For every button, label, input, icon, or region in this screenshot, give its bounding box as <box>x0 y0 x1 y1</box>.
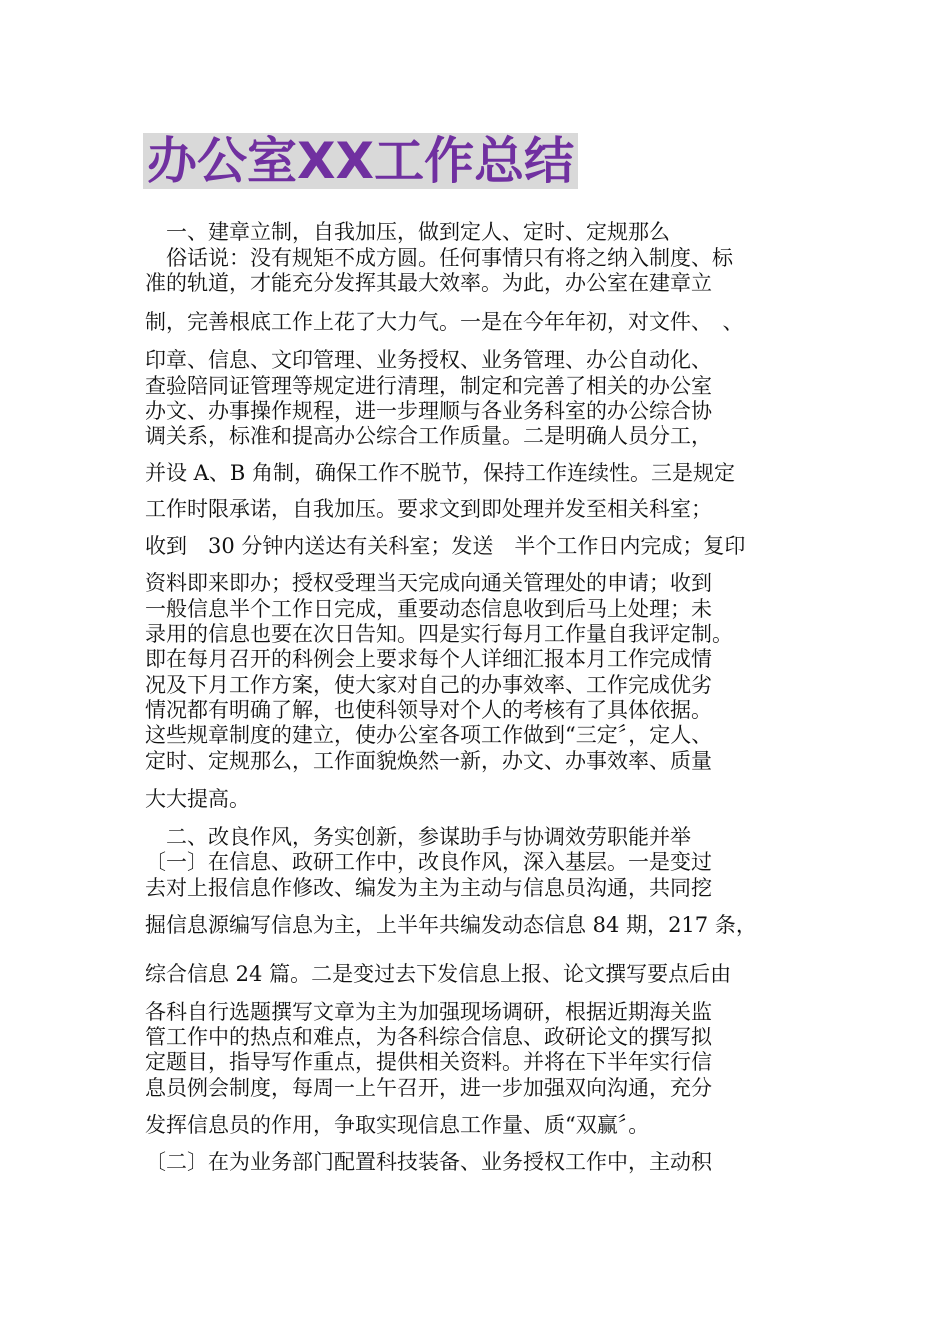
text-line: 即在每月召开的科例会上要求每个人详细汇报本月工作完成情 <box>145 647 712 671</box>
text-line: 俗话说：没有规矩不成方圆。任何事情只有将之纳入制度、标 <box>145 246 733 270</box>
text-line: 准的轨道，才能充分发挥其最大效率。为此，办公室在建章立 <box>145 271 712 295</box>
text-line: 调关系，标准和提高办公综合工作质量。二是明确人员分工， <box>145 424 712 448</box>
text-line: 去对上报信息作修改、编发为主为主动与信息员沟通，共同挖 <box>145 876 712 900</box>
text-line: 各科自行选题撰写文章为主为加强现场调研，根据近期海关监 <box>145 1000 712 1024</box>
text-line: 一般信息半个工作日完成，重要动态信息收到后马上处理；未 <box>145 597 712 621</box>
text-line: 资料即来即办；授权受理当天完成向通关管理处的申请；收到 <box>145 571 712 595</box>
text-line: 息员例会制度，每周一上午召开，进一步加强双向沟通，充分 <box>145 1076 712 1100</box>
text-line: 〔二〕在为业务部门配置科技装备、业务授权工作中，主动积 <box>145 1150 712 1174</box>
text-line: 二、改良作风，务实创新，参谋助手与协调效劳职能并举 <box>145 825 691 849</box>
text-line: 况及下月工作方案，使大家对自己的办事效率、工作完成优劣 <box>145 673 712 697</box>
text-line: 录用的信息也要在次日告知。四是实行每月工作量自我评定制。 <box>145 622 733 646</box>
text-line: 发挥信息员的作用，争取实现信息工作量、质“双赢〞。 <box>145 1113 650 1137</box>
text-line: 这些规章制度的建立，使办公室各项工作做到“三定〞，定人、 <box>145 723 713 747</box>
text-line: 掘信息源编写信息为主，上半年共编发动态信息 84 期，217 条， <box>145 913 757 937</box>
text-line: 〔一〕在信息、政研工作中，改良作风，深入基层。一是变过 <box>145 850 712 874</box>
text-line: 印章、信息、文印管理、业务授权、业务管理、办公自动化、 <box>145 348 712 372</box>
document-title: 办公室XX工作总结 <box>143 133 578 189</box>
text-line: 定题目，指导写作重点，提供相关资料。并将在下半年实行信 <box>145 1050 712 1074</box>
text-line: 并设 A、B 角制，确保工作不脱节，保持工作连续性。三是规定 <box>145 461 735 485</box>
text-line: 定时、定规那么，工作面貌焕然一新，办文、办事效率、质量 <box>145 749 712 773</box>
text-line: 一、建章立制，自我加压，做到定人、定时、定规那么 <box>145 220 670 244</box>
text-line: 综合信息 24 篇。二是变过去下发信息上报、论文撰写要点后由 <box>145 962 732 986</box>
text-line: 办文、办事操作规程，进一步理顺与各业务科室的办公综合协 <box>145 399 712 423</box>
text-line: 工作时限承诺，自我加压。要求文到即处理并发至相关科室； <box>145 497 712 521</box>
text-line: 制，完善根底工作上花了大力气。一是在今年年初，对文件、 、 <box>145 310 744 334</box>
text-line: 大大提高。 <box>145 787 250 811</box>
text-line: 情况都有明确了解，也使科领导对个人的考核有了具体依据。 <box>145 698 712 722</box>
text-line: 管工作中的热点和难点，为各科综合信息、政研论文的撰写拟 <box>145 1025 712 1049</box>
text-line: 收到 30 分钟内送达有关科室；发送 半个工作日内完成；复印 <box>145 534 746 558</box>
text-line: 查验陪同证管理等规定进行清理，制定和完善了相关的办公室 <box>145 374 712 398</box>
